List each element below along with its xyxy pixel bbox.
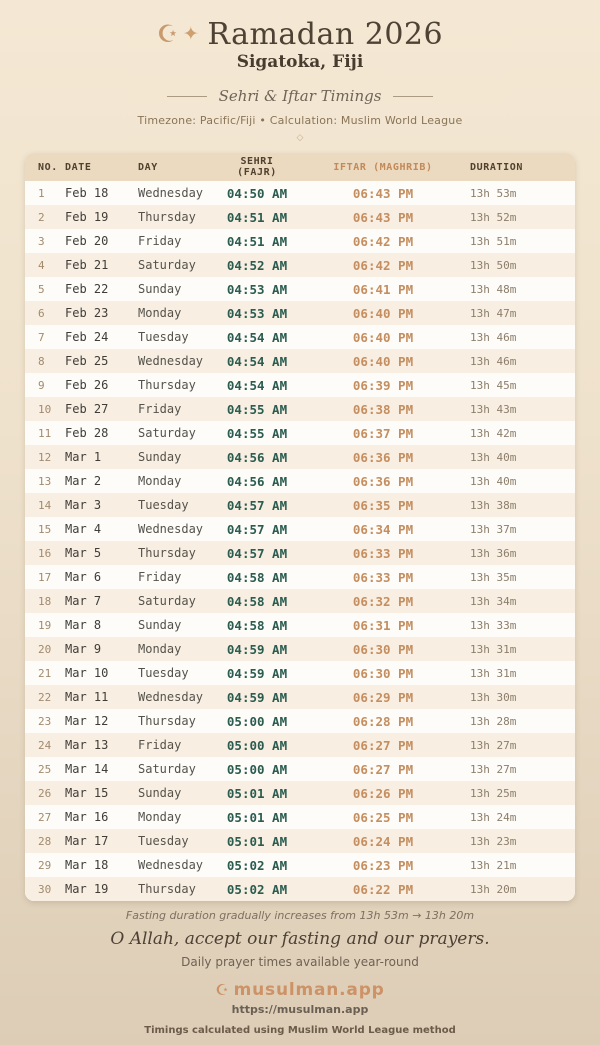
date-cell: Mar 18 — [65, 858, 109, 872]
day-cell: Thursday — [138, 210, 196, 224]
iftar-cell: 06:34 PM — [352, 521, 414, 537]
table-row — [25, 325, 575, 349]
day-cell: Friday — [138, 570, 182, 584]
day-cell: Thursday — [138, 714, 196, 728]
sehri-cell: 04:57 AM — [226, 545, 288, 561]
sehri-cell: 04:59 AM — [226, 689, 288, 705]
duration-cell: 13h 53m — [470, 186, 517, 200]
iftar-cell: 06:22 PM — [352, 881, 414, 897]
table-row — [25, 469, 575, 493]
iftar-cell: 06:30 PM — [352, 641, 414, 657]
diamond-ornament-icon: ◇ — [296, 133, 304, 143]
day-cell: Wednesday — [138, 858, 204, 872]
sehri-cell: 04:56 AM — [226, 449, 288, 465]
table-row — [25, 781, 575, 805]
row-number-cell: 13 — [38, 474, 52, 488]
column-header-date: DATE — [65, 153, 138, 181]
day-cell: Sunday — [138, 786, 182, 800]
day-cell: Wednesday — [138, 690, 204, 704]
row-number-cell: 24 — [38, 738, 52, 752]
table-row — [25, 661, 575, 685]
sehri-cell: 04:55 AM — [226, 425, 288, 441]
iftar-cell: 06:36 PM — [352, 473, 414, 489]
duration-cell: 13h 46m — [470, 330, 517, 344]
duration-cell: 13h 31m — [470, 642, 517, 656]
row-number-cell: 12 — [38, 450, 52, 464]
iftar-cell: 06:42 PM — [352, 233, 414, 249]
duration-cell: 13h 27m — [470, 738, 517, 752]
duration-cell: 13h 43m — [470, 402, 517, 416]
sehri-cell: 04:54 AM — [226, 329, 288, 345]
day-cell: Saturday — [138, 258, 196, 272]
table-row — [25, 301, 575, 325]
table-row — [25, 445, 575, 469]
iftar-cell: 06:32 PM — [352, 593, 414, 609]
sehri-cell: 04:57 AM — [226, 497, 288, 513]
table-row — [25, 709, 575, 733]
iftar-cell: 06:37 PM — [352, 425, 414, 441]
table-row — [25, 421, 575, 445]
sehri-cell: 04:52 AM — [226, 257, 288, 273]
iftar-cell: 06:43 PM — [352, 209, 414, 225]
iftar-cell: 06:26 PM — [352, 785, 414, 801]
date-cell: Mar 11 — [65, 690, 109, 704]
row-number-cell: 23 — [38, 714, 52, 728]
row-number-cell: 8 — [38, 354, 45, 368]
sehri-cell: 04:53 AM — [226, 305, 288, 321]
day-cell: Sunday — [138, 282, 182, 296]
fasting-duration-note: Fasting duration gradually increases from 13h 53m → 13h 20m — [125, 909, 475, 922]
timetable-body — [25, 181, 575, 901]
duration-cell: 13h 24m — [470, 810, 517, 824]
day-cell: Tuesday — [138, 498, 189, 512]
date-cell: Feb 22 — [65, 282, 109, 296]
sehri-cell: 04:58 AM — [226, 617, 288, 633]
daily-times-note: Daily prayer times available year-round — [181, 955, 419, 969]
table-row — [25, 565, 575, 589]
duration-cell: 13h 34m — [470, 594, 517, 608]
iftar-cell: 06:33 PM — [352, 545, 414, 561]
page-footer — [0, 909, 600, 1036]
day-cell: Thursday — [138, 378, 196, 392]
row-number-cell: 2 — [38, 210, 45, 224]
day-cell: Monday — [138, 642, 182, 656]
page-title-row — [0, 18, 600, 51]
iftar-cell: 06:31 PM — [352, 617, 414, 633]
day-cell: Saturday — [138, 762, 196, 776]
day-cell: Thursday — [138, 546, 196, 560]
duration-cell: 13h 28m — [470, 714, 517, 728]
row-number-cell: 21 — [38, 666, 52, 680]
sehri-cell: 04:53 AM — [226, 281, 288, 297]
table-row — [25, 685, 575, 709]
iftar-cell: 06:43 PM — [352, 185, 414, 201]
sehri-cell: 05:01 AM — [226, 785, 288, 801]
row-number-cell: 9 — [38, 378, 45, 392]
table-row — [25, 397, 575, 421]
day-cell: Wednesday — [138, 522, 204, 536]
date-cell: Mar 9 — [65, 642, 102, 656]
row-number-cell: 19 — [38, 618, 52, 632]
row-number-cell: 1 — [38, 186, 45, 200]
duration-cell: 13h 31m — [470, 666, 517, 680]
date-cell: Mar 6 — [65, 570, 102, 584]
day-cell: Saturday — [138, 594, 196, 608]
date-cell: Mar 3 — [65, 498, 102, 512]
duration-cell: 13h 42m — [470, 426, 517, 440]
timings-subtitle: Sehri & Iftar Timings — [218, 87, 382, 105]
sehri-cell: 04:58 AM — [226, 593, 288, 609]
day-cell: Sunday — [138, 618, 182, 632]
brand-link[interactable] — [0, 980, 600, 1000]
sparkle-icon: ✦ — [182, 23, 200, 45]
iftar-cell: 06:27 PM — [352, 737, 414, 753]
table-row — [25, 589, 575, 613]
day-cell: Saturday — [138, 426, 196, 440]
row-number-cell: 28 — [38, 834, 52, 848]
sehri-cell: 04:55 AM — [226, 401, 288, 417]
date-cell: Mar 17 — [65, 834, 109, 848]
duration-cell: 13h 51m — [470, 234, 517, 248]
date-cell: Feb 19 — [65, 210, 109, 224]
duration-cell: 13h 30m — [470, 690, 517, 704]
row-number-cell: 16 — [38, 546, 52, 560]
day-cell: Tuesday — [138, 666, 189, 680]
date-cell: Feb 27 — [65, 402, 109, 416]
table-row — [25, 757, 575, 781]
duration-cell: 13h 40m — [470, 450, 517, 464]
row-number-cell: 11 — [38, 426, 52, 440]
day-cell: Tuesday — [138, 834, 189, 848]
date-cell: Mar 13 — [65, 738, 109, 752]
day-cell: Tuesday — [138, 330, 189, 344]
iftar-cell: 06:39 PM — [352, 377, 414, 393]
table-row — [25, 637, 575, 661]
crescent-star-icon: ☪ — [156, 20, 179, 48]
iftar-cell: 06:40 PM — [352, 329, 414, 345]
table-row — [25, 229, 575, 253]
table-row — [25, 829, 575, 853]
row-number-cell: 6 — [38, 306, 45, 320]
row-number-cell: 18 — [38, 594, 52, 608]
table-row — [25, 205, 575, 229]
duration-cell: 13h 27m — [470, 762, 517, 776]
duration-cell: 13h 20m — [470, 882, 517, 896]
duration-cell: 13h 50m — [470, 258, 517, 272]
table-row — [25, 349, 575, 373]
date-cell: Feb 24 — [65, 330, 109, 344]
sehri-cell: 04:51 AM — [226, 233, 288, 249]
day-cell: Monday — [138, 306, 182, 320]
date-cell: Mar 14 — [65, 762, 109, 776]
sehri-cell: 05:01 AM — [226, 809, 288, 825]
duration-cell: 13h 23m — [470, 834, 517, 848]
page-title: Ramadan 2026 — [207, 17, 444, 52]
sehri-cell: 05:00 AM — [226, 761, 288, 777]
date-cell: Feb 20 — [65, 234, 109, 248]
row-number-cell: 17 — [38, 570, 52, 584]
sehri-cell: 04:56 AM — [226, 473, 288, 489]
date-cell: Mar 7 — [65, 594, 102, 608]
column-header-no: NO. — [25, 153, 65, 181]
sehri-cell: 04:58 AM — [226, 569, 288, 585]
date-cell: Mar 16 — [65, 810, 109, 824]
subtitle-divider — [0, 87, 600, 105]
table-row — [25, 877, 575, 901]
table-row — [25, 853, 575, 877]
calculation-method-note: Timings calculated using Muslim World League method — [144, 1025, 456, 1036]
row-number-cell: 5 — [38, 282, 45, 296]
divider-line-right — [393, 96, 433, 97]
iftar-cell: 06:27 PM — [352, 761, 414, 777]
day-cell: Monday — [138, 810, 182, 824]
date-cell: Feb 26 — [65, 378, 109, 392]
iftar-cell: 06:40 PM — [352, 305, 414, 321]
brand-url-link[interactable]: https://musulman.app — [231, 1003, 369, 1016]
sehri-cell: 05:02 AM — [226, 881, 288, 897]
row-number-cell: 27 — [38, 810, 52, 824]
column-header-duration: DURATION — [470, 153, 575, 181]
sehri-cell: 04:51 AM — [226, 209, 288, 225]
date-cell: Mar 15 — [65, 786, 109, 800]
table-row — [25, 181, 575, 205]
timetable-header — [25, 153, 575, 181]
day-cell: Friday — [138, 234, 182, 248]
date-cell: Mar 12 — [65, 714, 109, 728]
iftar-cell: 06:23 PM — [352, 857, 414, 873]
table-row — [25, 517, 575, 541]
iftar-cell: 06:25 PM — [352, 809, 414, 825]
row-number-cell: 20 — [38, 642, 52, 656]
iftar-cell: 06:40 PM — [352, 353, 414, 369]
day-cell: Wednesday — [138, 354, 204, 368]
row-number-cell: 22 — [38, 690, 52, 704]
date-cell: Mar 10 — [65, 666, 109, 680]
table-row — [25, 733, 575, 757]
duration-cell: 13h 48m — [470, 282, 517, 296]
location-subtitle: Sigatoka, Fiji — [236, 52, 364, 72]
iftar-cell: 06:41 PM — [352, 281, 414, 297]
dua-text: O Allah, accept our fasting and our prayers. — [110, 929, 490, 949]
date-cell: Mar 8 — [65, 618, 102, 632]
row-number-cell: 26 — [38, 786, 52, 800]
iftar-cell: 06:35 PM — [352, 497, 414, 513]
date-cell: Mar 1 — [65, 450, 102, 464]
divider-line-left — [167, 96, 207, 97]
duration-cell: 13h 52m — [470, 210, 517, 224]
duration-cell: 13h 37m — [470, 522, 517, 536]
duration-cell: 13h 40m — [470, 474, 517, 488]
day-cell: Thursday — [138, 882, 196, 896]
date-cell: Feb 21 — [65, 258, 109, 272]
date-cell: Feb 23 — [65, 306, 109, 320]
timezone-calculation-meta: Timezone: Pacific/Fiji • Calculation: Muslim World League — [137, 114, 463, 127]
timetable — [25, 153, 575, 901]
duration-cell: 13h 46m — [470, 354, 517, 368]
date-cell: Mar 2 — [65, 474, 102, 488]
column-header-iftar: IFTAR (MAGHRIB) — [296, 153, 470, 181]
sehri-cell: 05:00 AM — [226, 713, 288, 729]
day-cell: Friday — [138, 738, 182, 752]
column-header-day: DAY — [138, 153, 218, 181]
brand-name: musulman.app — [233, 980, 385, 1000]
row-number-cell: 15 — [38, 522, 52, 536]
sehri-cell: 04:50 AM — [226, 185, 288, 201]
column-header-sehri: SEHRI (FAJR) — [218, 153, 296, 181]
iftar-cell: 06:42 PM — [352, 257, 414, 273]
duration-cell: 13h 21m — [470, 858, 517, 872]
row-number-cell: 30 — [38, 882, 52, 896]
row-number-cell: 25 — [38, 762, 52, 776]
duration-cell: 13h 47m — [470, 306, 517, 320]
duration-cell: 13h 45m — [470, 378, 517, 392]
row-number-cell: 29 — [38, 858, 52, 872]
date-cell: Feb 18 — [65, 186, 109, 200]
date-cell: Mar 5 — [65, 546, 102, 560]
day-cell: Sunday — [138, 450, 182, 464]
iftar-cell: 06:24 PM — [352, 833, 414, 849]
sehri-cell: 04:59 AM — [226, 641, 288, 657]
iftar-cell: 06:30 PM — [352, 665, 414, 681]
iftar-cell: 06:28 PM — [352, 713, 414, 729]
date-cell: Feb 28 — [65, 426, 109, 440]
day-cell: Wednesday — [138, 186, 204, 200]
sehri-cell: 04:54 AM — [226, 353, 288, 369]
row-number-cell: 14 — [38, 498, 52, 512]
date-cell: Mar 19 — [65, 882, 109, 896]
table-row — [25, 541, 575, 565]
table-row — [25, 613, 575, 637]
row-number-cell: 7 — [38, 330, 45, 344]
sehri-cell: 05:01 AM — [226, 833, 288, 849]
iftar-cell: 06:33 PM — [352, 569, 414, 585]
sehri-cell: 05:00 AM — [226, 737, 288, 753]
table-row — [25, 277, 575, 301]
table-row — [25, 253, 575, 277]
day-cell: Friday — [138, 402, 182, 416]
date-cell: Mar 4 — [65, 522, 102, 536]
table-row — [25, 493, 575, 517]
duration-cell: 13h 25m — [470, 786, 517, 800]
brand-crescent-icon: ☪ — [215, 981, 230, 999]
row-number-cell: 3 — [38, 234, 45, 248]
sehri-cell: 04:57 AM — [226, 521, 288, 537]
table-row — [25, 805, 575, 829]
iftar-cell: 06:36 PM — [352, 449, 414, 465]
sehri-cell: 05:02 AM — [226, 857, 288, 873]
duration-cell: 13h 36m — [470, 546, 517, 560]
sehri-cell: 04:59 AM — [226, 665, 288, 681]
duration-cell: 13h 33m — [470, 618, 517, 632]
date-cell: Feb 25 — [65, 354, 109, 368]
page-header — [0, 0, 600, 143]
iftar-cell: 06:29 PM — [352, 689, 414, 705]
sehri-cell: 04:54 AM — [226, 377, 288, 393]
duration-cell: 13h 35m — [470, 570, 517, 584]
iftar-cell: 06:38 PM — [352, 401, 414, 417]
row-number-cell: 10 — [38, 402, 52, 416]
table-row — [25, 373, 575, 397]
duration-cell: 13h 38m — [470, 498, 517, 512]
day-cell: Monday — [138, 474, 182, 488]
timetable-card — [25, 153, 575, 901]
row-number-cell: 4 — [38, 258, 45, 272]
